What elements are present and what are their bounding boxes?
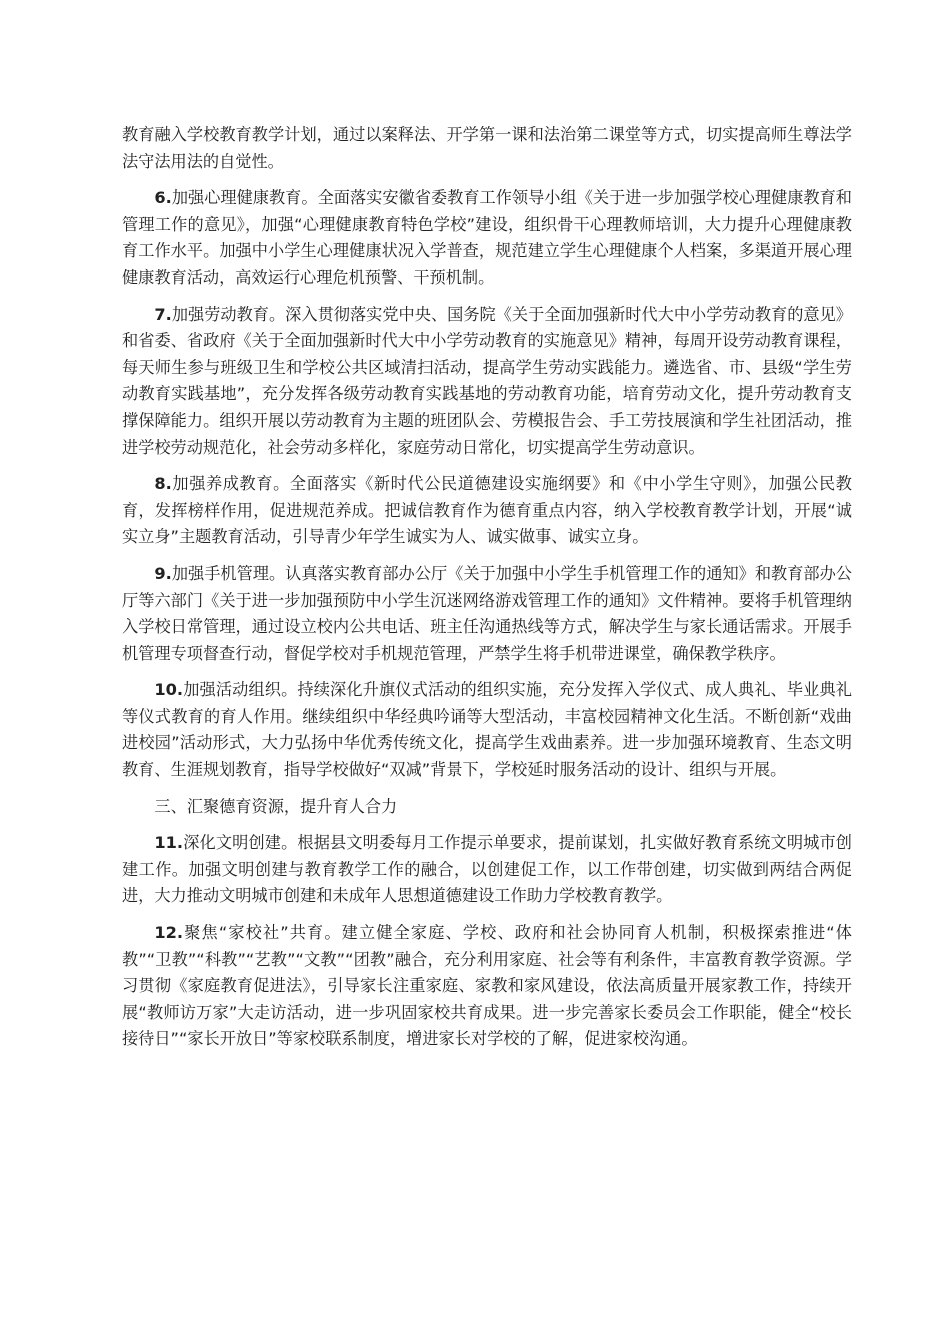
item-number: 7. (154, 304, 172, 324)
paragraph-item-7 (122, 302, 852, 462)
document-body (122, 122, 852, 1063)
item-text: 加强养成教育。全面落实《新时代公民道德建设实施纲要》和《中小学生守则》，加强公民教育，发挥榜样作用，促进规范养成。把诚信教育作为德育重点内容，纳入学校教育教学计划，开展“诚实立身”主题教育活动，引导青少年学生诚实为人、诚实做事、诚实立身。 (122, 474, 852, 547)
item-text: 深化文明创建。根据县文明委每月工作提示单要求，提前谋划，扎实做好教育系统文明城市创建工作。加强文明创建与教育教学工作的融合，以创建促工作，以工作带创建，切实做到两结合两促进，大力推动文明城市创建和未成年人思想道德建设工作助力学校教育教学。 (122, 833, 852, 906)
item-text: 加强劳动教育。深入贯彻落实党中央、国务院《关于全面加强新时代大中小学劳动教育的意见》和省委、省政府《关于全面加强新时代大中小学劳动教育的实施意见》精神，每周开设劳动教育课程，每天师生参与班级卫生和学校公共区域清扫活动，提高学生劳动实践能力。遴选省、市、县级“学生劳动教育实践基地”，充分发挥各级劳动教育实践基地的劳动教育功能，培育劳动文化，提升劳动教育支撑保障能力。组织开展以劳动教育为主题的班团队会、劳模报告会、手工劳技展演和学生社团活动，推进学校劳动规范化，社会劳动多样化，家庭劳动日常化，切实提高学生劳动意识。 (122, 304, 852, 457)
paragraph-item-8 (122, 471, 852, 551)
section-heading-3: 三、汇聚德育资源，提升育人合力 (154, 796, 398, 816)
item-text: 加强手机管理。认真落实教育部办公厅《关于加强中小学生手机管理工作的通知》和教育部办公厅等六部门《关于进一步加强预防中小学生沉迷网络游戏管理工作的通知》文件精神。要将手机管理纳入学校日常管理，通过设立校内公共电话、班主任沟通热线等方式，解决学生与家长通话需求。开展手机管理专项督查行动，督促学校对手机规范管理，严禁学生将手机带进课堂，确保教学秩序。 (122, 563, 852, 663)
paragraph-item-6 (122, 185, 852, 291)
item-number: 8. (154, 474, 172, 494)
paragraph-item-12 (122, 920, 852, 1053)
item-number: 9. (154, 563, 172, 583)
paragraph-continuation: 教育融入学校教育教学计划，通过以案释法、开学第一课和法治第二课堂等方式，切实提高师生尊法学法守法用法的自觉性。 (122, 125, 852, 171)
item-text: 聚焦“家校社”共育。建立健全家庭、学校、政府和社会协同育人机制，积极探索推进“体教”“卫教”“科教”“艺教”“文教”“团教”融合，充分利用家庭、社会等有利条件，丰富教育教学资源。学习贯彻《家庭教育促进法》，引导家长注重家庭、家教和家风建设，依法高质量开展家教工作，持续开展“教师访万家”大走访活动，进一步巩固家校共育成果。进一步完善家长委员会工作职能，健全“校长接待日”“家长开放日”等家校联系制度，增进家长对学校的了解，促进家校沟通。 (122, 923, 852, 1049)
paragraph-item-9 (122, 561, 852, 667)
item-number: 11. (154, 833, 184, 853)
item-number: 10. (154, 680, 184, 700)
item-text: 加强活动组织。持续深化升旗仪式活动的组织实施，充分发挥入学仪式、成人典礼、毕业典礼等仪式教育的育人作用。继续组织中华经典吟诵等大型活动，丰富校园精神文化生活。不断创新“戏曲进校园”活动形式，大力弘扬中华优秀传统文化，提高学生戏曲素养。进一步加强环境教育、生态文明教育、生涯规划教育，指导学校做好“双减”背景下，学校延时服务活动的设计、组织与开展。 (122, 680, 852, 780)
paragraph-item-10 (122, 677, 852, 783)
item-number: 12. (154, 923, 184, 943)
item-text: 加强心理健康教育。全面落实安徽省委教育工作领导小组《关于进一步加强学校心理健康教育和管理工作的意见》，加强“心理健康教育特色学校”建设，组织骨干心理教师培训，大力提升心理健康教育工作水平。加强中小学生心理健康状况入学普查，规范建立学生心理健康个人档案，多渠道开展心理健康教育活动，高效运行心理危机预警、干预机制。 (122, 188, 852, 287)
paragraph-item-11 (122, 830, 852, 910)
item-number: 6. (154, 188, 172, 208)
